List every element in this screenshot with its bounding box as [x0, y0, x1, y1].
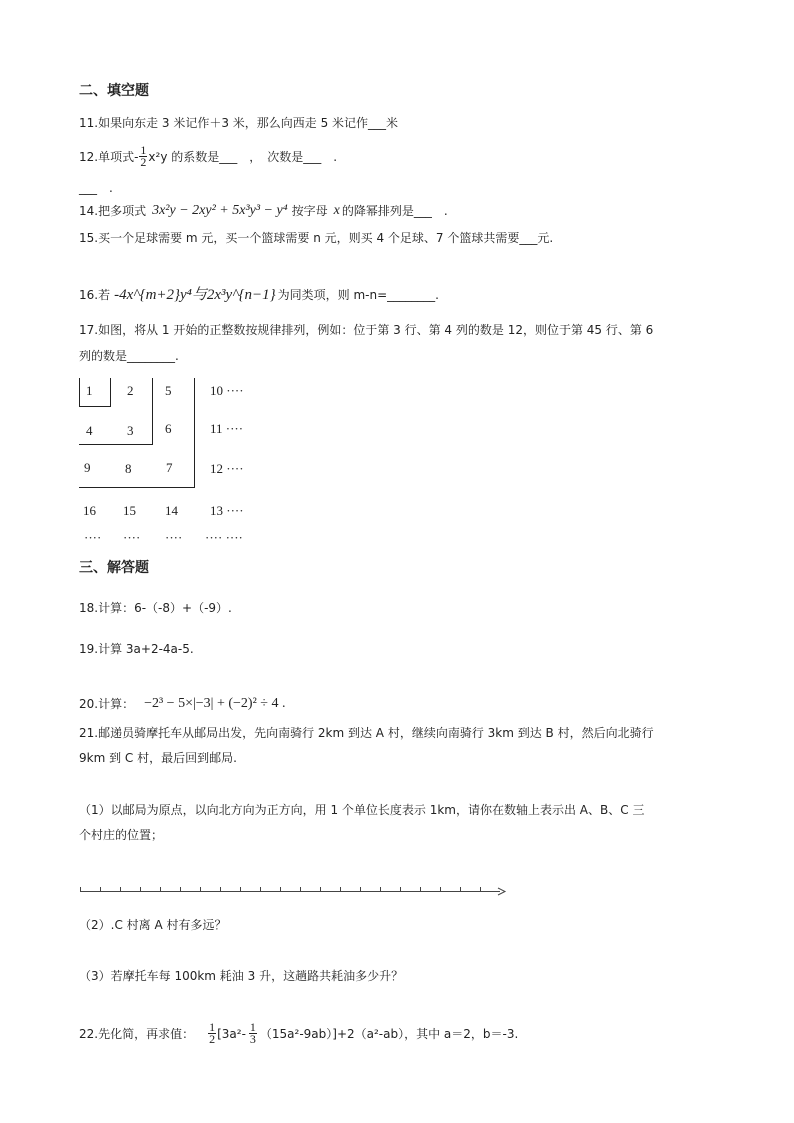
fraction-numerator: 1: [209, 1020, 216, 1034]
number-line-arrow-icon: [497, 887, 507, 896]
grid-cell: 5: [165, 383, 172, 398]
grid-cell: 7: [166, 460, 173, 475]
question-18: 18.计算：6-（-8）+（-9）.: [79, 601, 232, 615]
question-21-part-1-line-1: （1）以邮局为原点，以向北方向为正方向，用 1 个单位长度表示 1km，请你在数轴上表示出 A、B、C 三: [79, 803, 645, 817]
number-line-tick: [220, 887, 221, 892]
number-line-tick: [160, 887, 161, 892]
question-16: [79, 287, 439, 303]
fraction-numerator: 1: [140, 143, 147, 157]
fraction-denominator: 2: [140, 155, 147, 169]
number-line-tick: [300, 887, 301, 892]
question-14-polynomial: 3x²y − 2xy² + 5x³y³ − y⁴: [152, 203, 288, 218]
grid-cell: 13 ····: [210, 503, 244, 518]
grid-cell: ····: [165, 530, 183, 545]
number-line-tick: [360, 887, 361, 892]
number-line-axis: [80, 891, 500, 892]
number-line-tick: [240, 887, 241, 892]
grid-cell: 9: [84, 460, 91, 475]
question-12: [79, 145, 337, 168]
question-16-suffix: 为同类项，则 m-n=________.: [277, 288, 439, 302]
grid-line: [152, 378, 153, 445]
number-line-tick: [340, 887, 341, 892]
grid-cell: ····: [123, 530, 141, 545]
number-line-tick: [80, 887, 81, 892]
grid-line: [79, 406, 111, 407]
number-line-tick: [420, 887, 421, 892]
question-20-expression: −2³ − 5×|−3| + (−2)² ÷ 4 .: [144, 696, 286, 711]
number-line-tick: [260, 887, 261, 892]
fraction-denominator: 3: [249, 1032, 256, 1046]
number-line-tick: [120, 887, 121, 892]
question-14-suffix: 按字母: [291, 204, 328, 218]
grid-cell: 16: [83, 503, 96, 518]
question-17-line-1: 17.如图，将从 1 开始的正整数按规律排列，例如：位于第 3 行、第 4 列的数是 12，则位于第 45 行、第 6: [79, 323, 654, 337]
grid-cell: 1: [86, 383, 93, 398]
number-line-tick: [200, 887, 201, 892]
question-12-prefix: 12.单项式-: [79, 149, 139, 164]
question-22-part-2: （15a²-9ab）]+2（a²-ab），其中 a＝2，b＝-3.: [259, 1026, 519, 1041]
question-14-prefix: 14.把多项式: [79, 204, 147, 218]
question-13: ___ .: [79, 181, 113, 195]
number-line-tick: [140, 887, 141, 892]
section-heading-answer: 三、解答题: [79, 560, 149, 576]
grid-cell: 10 ····: [210, 383, 244, 398]
grid-cell: ····: [84, 530, 102, 545]
grid-line: [110, 378, 111, 407]
grid-line: [79, 487, 195, 488]
question-12-fraction: [139, 145, 147, 168]
question-14: [79, 203, 448, 219]
number-line-tick: [440, 887, 441, 892]
question-20: [79, 696, 285, 712]
question-22: [79, 1022, 518, 1045]
question-16-expression: -4x^{m+2}y⁴与2x³y^{n−1}: [114, 287, 276, 303]
grid-line: [79, 378, 80, 407]
number-line-tick: [280, 887, 281, 892]
question-21-part-2: （2）.C 村离 A 村有多远？: [79, 918, 227, 932]
question-14-tail: 的降幂排列是___ .: [341, 204, 448, 218]
grid-line: [79, 444, 153, 445]
question-12-body: x²y 的系数是___ ， 次数是___ .: [148, 149, 338, 164]
grid-cell: 6: [165, 421, 172, 436]
number-line-tick: [480, 887, 481, 892]
grid-cell: 14: [165, 503, 178, 518]
grid-cell: 15: [123, 503, 136, 518]
number-line-tick: [180, 887, 181, 892]
number-line-tick: [400, 887, 401, 892]
number-line-tick: [320, 887, 321, 892]
question-21-line-2: 9km 到 C 村，最后回到邮局.: [79, 751, 237, 765]
grid-cell: 3: [127, 423, 134, 438]
question-15: 15.买一个足球需要 m 元，买一个篮球需要 n 元，则买 4 个足球、7 个篮球共需要___元.: [79, 231, 554, 245]
section-heading-fill-in: 二、填空题: [79, 83, 149, 99]
grid-line: [194, 378, 195, 488]
question-21-line-1: 21.邮递员骑摩托车从邮局出发，先向南骑行 2km 到达 A 村，继续向南骑行 3km 到达 B 村，然后向北骑行: [79, 726, 654, 740]
fraction-denominator: 2: [209, 1032, 216, 1046]
question-11: 11.如果向东走 3 米记作＋3 米，那么向西走 5 米记作___米: [79, 116, 399, 130]
grid-cell: 12 ····: [210, 461, 244, 476]
question-21-part-3: （3）若摩托车每 100km 耗油 3 升，这趟路共耗油多少升？: [79, 969, 404, 983]
fraction-numerator: 1: [249, 1020, 256, 1034]
question-22-part-1: [3a²-: [217, 1026, 246, 1041]
grid-cell: ···· ····: [205, 530, 243, 545]
number-line-tick: [380, 887, 381, 892]
grid-cell: 11 ····: [210, 421, 244, 436]
number-line-tick: [460, 887, 461, 892]
question-16-prefix: 16.若: [79, 288, 111, 302]
question-22-fraction-2: [249, 1022, 257, 1045]
grid-cell: 8: [125, 461, 132, 476]
question-20-prefix: 20.计算：: [79, 697, 135, 711]
question-22-prefix: 22.先化简，再求值：: [79, 1026, 195, 1041]
number-line-tick: [100, 887, 101, 892]
question-22-fraction-1: [208, 1022, 216, 1045]
grid-cell: 2: [127, 383, 134, 398]
grid-cell: 4: [86, 423, 93, 438]
question-14-variable: x: [333, 203, 340, 218]
question-17-line-2: 列的数是________.: [79, 349, 179, 363]
question-19: 19.计算 3a+2-4a-5.: [79, 642, 194, 656]
question-21-part-1-line-2: 个村庄的位置；: [79, 828, 164, 842]
